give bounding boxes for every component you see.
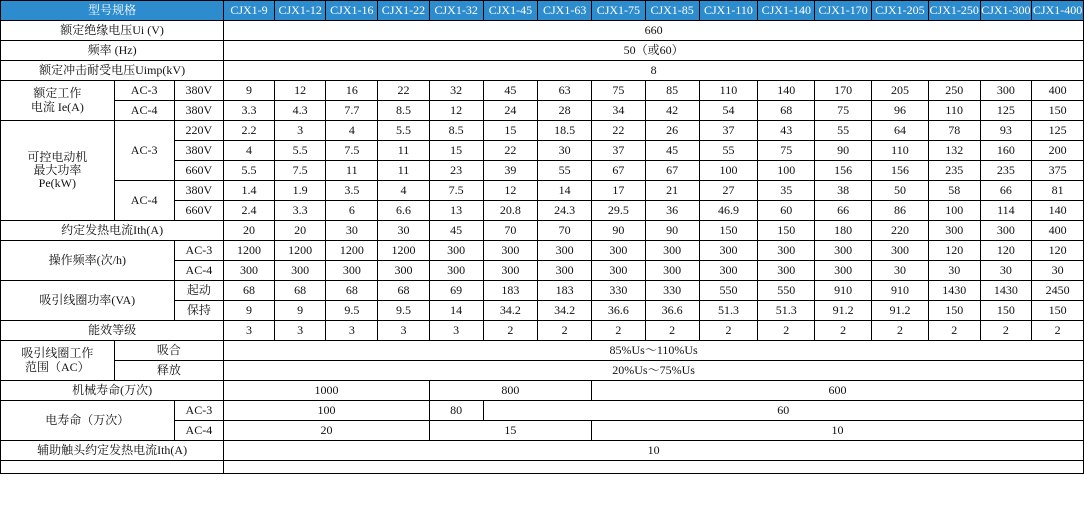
- cell-ops-ac4-11: 300: [815, 261, 872, 281]
- cell-ie-ac3-7: 75: [592, 81, 646, 101]
- row-ops-ac3: [1, 241, 1084, 261]
- cell-ops-ac3-10: 300: [758, 241, 815, 261]
- cell-eff-7: 2: [592, 321, 646, 341]
- cell-ie-ac3-13: 250: [928, 81, 980, 101]
- cell-ops-ac3-5: 300: [483, 241, 538, 261]
- header-model-15: CJX1-400: [1032, 1, 1084, 21]
- label-motor-power-line1: 可控电动机: [27, 149, 88, 164]
- cell-ops-ac3-13: 120: [928, 241, 980, 261]
- cell-pe-ac3-220-11: 55: [815, 121, 872, 141]
- cell-pe-ac3-220-1: 3: [274, 121, 326, 141]
- cell-eff-14: 2: [980, 321, 1032, 341]
- cell-pe-ac4-660-8: 36: [645, 201, 699, 221]
- label-elec-life-ac3-type: AC-3: [174, 401, 224, 421]
- cell-ops-ac4-13: 30: [928, 261, 980, 281]
- header-model-12: CJX1-205: [872, 1, 929, 21]
- cell-pe-ac3-380-10: 75: [758, 141, 815, 161]
- cell-coil-start-9: 550: [699, 281, 758, 301]
- label-coil-hold: 保持: [174, 301, 224, 321]
- cell-pe-ac3-660-11: 156: [815, 161, 872, 181]
- cell-ith-12: 220: [872, 221, 929, 241]
- label-ie-ac3-type: AC-3: [114, 81, 174, 101]
- cell-ops-ac3-0: 1200: [224, 241, 275, 261]
- cell-ops-ac3-15: 120: [1032, 241, 1084, 261]
- cell-pe-ac3-380-2: 7.5: [326, 141, 378, 161]
- cell-ie-ac3-4: 32: [429, 81, 483, 101]
- cell-ith-10: 150: [758, 221, 815, 241]
- cell-pe-ac3-380-4: 15: [429, 141, 483, 161]
- cell-ie-ac3-14: 300: [980, 81, 1032, 101]
- cell-coil-hold-3: 9.5: [378, 301, 430, 321]
- label-pe-ac3-220-volt: 220V: [174, 121, 224, 141]
- cell-pe-ac3-220-3: 5.5: [378, 121, 430, 141]
- row-aux-thermal-current: [1, 441, 1084, 461]
- cell-pe-ac3-380-6: 30: [538, 141, 592, 161]
- cell-pe-ac3-380-1: 5.5: [274, 141, 326, 161]
- header-model-9: CJX1-110: [699, 1, 758, 21]
- label-coil-range-line1: 吸引线圈工作: [21, 346, 94, 361]
- cell-ops-ac4-6: 300: [538, 261, 592, 281]
- label-efficiency: 能效等级: [1, 321, 224, 341]
- cell-ith-0: 20: [224, 221, 275, 241]
- cell-pe-ac4-380-9: 27: [699, 181, 758, 201]
- cell-eff-13: 2: [928, 321, 980, 341]
- label-pe-ac4-380-volt: 380V: [174, 181, 224, 201]
- cell-pe-ac4-380-6: 14: [538, 181, 592, 201]
- cell-ie-ac3-8: 85: [645, 81, 699, 101]
- cell-ie-ac3-3: 22: [378, 81, 430, 101]
- cell-ops-ac3-14: 120: [980, 241, 1032, 261]
- cell-pe-ac3-660-1: 7.5: [274, 161, 326, 181]
- value-coil-pullin: 85%Us～110%Us: [224, 341, 1084, 361]
- cell-pe-ac4-660-7: 29.5: [592, 201, 646, 221]
- cell-ith-9: 150: [699, 221, 758, 241]
- cell-ops-ac3-8: 300: [645, 241, 699, 261]
- header-model-spec: 型号规格: [1, 1, 224, 21]
- cell-pe-ac4-380-12: 50: [872, 181, 929, 201]
- cell-eff-9: 2: [699, 321, 758, 341]
- label-pe-ac3-380-volt: 380V: [174, 141, 224, 161]
- cell-pe-ac4-660-15: 140: [1032, 201, 1084, 221]
- cell-pe-ac4-660-13: 100: [928, 201, 980, 221]
- cell-coil-hold-5: 34.2: [483, 301, 538, 321]
- value-coil-release: 20%Us～75%Us: [224, 361, 1084, 381]
- cell-eff-5: 2: [483, 321, 538, 341]
- cell-ops-ac4-8: 300: [645, 261, 699, 281]
- cell-coil-start-8: 330: [645, 281, 699, 301]
- cell-pe-ac3-660-6: 55: [538, 161, 592, 181]
- label-pe-ac3-type: AC-3: [114, 121, 174, 181]
- cell-ops-ac4-14: 30: [980, 261, 1032, 281]
- cell-ops-ac3-4: 300: [429, 241, 483, 261]
- cell-mech-life-0: 1000: [224, 381, 430, 401]
- cell-pe-ac3-380-15: 200: [1032, 141, 1084, 161]
- cell-pe-ac4-380-3: 4: [378, 181, 430, 201]
- cell-pe-ac4-660-4: 13: [429, 201, 483, 221]
- cell-coil-start-3: 68: [378, 281, 430, 301]
- cell-pe-ac3-380-0: 4: [224, 141, 275, 161]
- cell-coil-hold-10: 51.3: [758, 301, 815, 321]
- cell-pe-ac3-380-13: 132: [928, 141, 980, 161]
- cell-pe-ac3-220-8: 26: [645, 121, 699, 141]
- cell-pe-ac3-380-12: 110: [872, 141, 929, 161]
- cell-ops-ac4-0: 300: [224, 261, 275, 281]
- cell-pe-ac4-660-2: 6: [326, 201, 378, 221]
- cell-coil-hold-13: 150: [928, 301, 980, 321]
- label-rated-current-line2: 电流 Ie(A): [30, 99, 84, 114]
- cell-coil-start-11: 910: [815, 281, 872, 301]
- cell-pe-ac3-660-4: 23: [429, 161, 483, 181]
- cell-ith-4: 45: [429, 221, 483, 241]
- cell-pe-ac4-380-13: 58: [928, 181, 980, 201]
- cell-coil-start-4: 69: [429, 281, 483, 301]
- label-ie-ac4-volt: 380V: [174, 101, 224, 121]
- cell-pe-ac3-380-5: 22: [483, 141, 538, 161]
- cell-eff-8: 2: [645, 321, 699, 341]
- cell-ie-ac4-5: 24: [483, 101, 538, 121]
- cell-coil-start-15: 2450: [1032, 281, 1084, 301]
- cell-ops-ac4-3: 300: [378, 261, 430, 281]
- cell-pe-ac3-660-14: 235: [980, 161, 1032, 181]
- value-uimp: 8: [224, 61, 1084, 81]
- cell-ops-ac3-12: 300: [872, 241, 929, 261]
- row-ie-ac3: [1, 81, 1084, 101]
- cell-pe-ac4-380-5: 12: [483, 181, 538, 201]
- cell-pe-ac4-660-3: 6.6: [378, 201, 430, 221]
- cell-pe-ac4-660-10: 60: [758, 201, 815, 221]
- cell-eff-10: 2: [758, 321, 815, 341]
- cell-coil-start-6: 183: [538, 281, 592, 301]
- cell-eff-2: 3: [326, 321, 378, 341]
- cell-pe-ac3-380-3: 11: [378, 141, 430, 161]
- cell-pe-ac3-660-13: 235: [928, 161, 980, 181]
- row-thermal-current: [1, 221, 1084, 241]
- cell-eff-6: 2: [538, 321, 592, 341]
- cell-pe-ac4-660-9: 46.9: [699, 201, 758, 221]
- cell-pe-ac4-660-11: 66: [815, 201, 872, 221]
- cell-ie-ac4-9: 54: [699, 101, 758, 121]
- cell-pe-ac4-660-1: 3.3: [274, 201, 326, 221]
- cell-ie-ac4-6: 28: [538, 101, 592, 121]
- cell-ie-ac3-12: 205: [872, 81, 929, 101]
- cell-pe-ac3-660-0: 5.5: [224, 161, 275, 181]
- cell-pe-ac3-660-2: 11: [326, 161, 378, 181]
- cell-coil-hold-11: 91.2: [815, 301, 872, 321]
- cell-mech-life-1: 800: [429, 381, 591, 401]
- cell-ie-ac3-15: 400: [1032, 81, 1084, 101]
- cell-pe-ac4-380-10: 35: [758, 181, 815, 201]
- cell-pe-ac4-380-0: 1.4: [224, 181, 275, 201]
- cell-coil-hold-14: 150: [980, 301, 1032, 321]
- cell-elec-life-ac3-1: 80: [429, 401, 483, 421]
- cell-pe-ac4-380-14: 66: [980, 181, 1032, 201]
- cell-ie-ac4-14: 125: [980, 101, 1032, 121]
- header-model-10: CJX1-140: [758, 1, 815, 21]
- cell-ops-ac4-5: 300: [483, 261, 538, 281]
- cell-pe-ac3-660-8: 67: [645, 161, 699, 181]
- label-coil-start: 起动: [174, 281, 224, 301]
- cell-eff-11: 2: [815, 321, 872, 341]
- label-motor-power-line2: 最大功率: [33, 162, 82, 177]
- cell-ops-ac4-9: 300: [699, 261, 758, 281]
- cell-coil-start-5: 183: [483, 281, 538, 301]
- header-model-3: CJX1-22: [378, 1, 430, 21]
- cell-pe-ac3-220-4: 8.5: [429, 121, 483, 141]
- row-coil-power-start: [1, 281, 1084, 301]
- cell-pe-ac3-660-9: 100: [699, 161, 758, 181]
- cell-ops-ac4-2: 300: [326, 261, 378, 281]
- cell-elec-life-ac4-0: 20: [224, 421, 430, 441]
- cell-pe-ac3-220-10: 43: [758, 121, 815, 141]
- cell-coil-hold-6: 34.2: [538, 301, 592, 321]
- label-pe-ac4-type: AC-4: [114, 181, 174, 221]
- row-efficiency-grade: [1, 321, 1084, 341]
- row-rated-insulation-voltage: [1, 21, 1084, 41]
- label-ops-ac3-type: AC-3: [174, 241, 224, 261]
- label-elec-life-ac4-type: AC-4: [174, 421, 224, 441]
- label-rated-current: [1, 81, 115, 121]
- cell-pe-ac3-220-2: 4: [326, 121, 378, 141]
- cell-ops-ac4-15: 30: [1032, 261, 1084, 281]
- label-ie-ac4-type: AC-4: [114, 101, 174, 121]
- value-aux-ith: 10: [224, 441, 1084, 461]
- label-coil-power: 吸引线圈功率(VA): [1, 281, 175, 321]
- row-pe-ac3-220: [1, 121, 1084, 141]
- label-motor-power: [1, 121, 115, 221]
- cell-ie-ac3-1: 12: [274, 81, 326, 101]
- cell-pe-ac4-660-0: 2.4: [224, 201, 275, 221]
- cell-coil-hold-1: 9: [274, 301, 326, 321]
- header-model-1: CJX1-12: [274, 1, 326, 21]
- cell-pe-ac3-380-7: 37: [592, 141, 646, 161]
- header-model-4: CJX1-32: [429, 1, 483, 21]
- label-pe-ac4-660-volt: 660V: [174, 201, 224, 221]
- row-coil-range-pullin: [1, 341, 1084, 361]
- cell-pe-ac4-660-14: 114: [980, 201, 1032, 221]
- cell-coil-hold-0: 9: [224, 301, 275, 321]
- cell-pe-ac3-660-5: 39: [483, 161, 538, 181]
- cell-elec-life-ac4-2: 10: [592, 421, 1084, 441]
- cell-elec-life-ac3-2: 60: [483, 401, 1083, 421]
- cell-ie-ac3-6: 63: [538, 81, 592, 101]
- cell-ie-ac4-12: 96: [872, 101, 929, 121]
- cell-pe-ac4-380-1: 1.9: [274, 181, 326, 201]
- value-ui: 660: [224, 21, 1084, 41]
- cell-mech-life-2: 600: [592, 381, 1084, 401]
- cell-pe-ac4-380-11: 38: [815, 181, 872, 201]
- header-model-14: CJX1-300: [980, 1, 1032, 21]
- cell-pe-ac3-660-10: 100: [758, 161, 815, 181]
- cell-ops-ac4-7: 300: [592, 261, 646, 281]
- cell-pe-ac3-220-12: 64: [872, 121, 929, 141]
- row-impulse-voltage: [1, 61, 1084, 81]
- cell-ie-ac4-13: 110: [928, 101, 980, 121]
- row-electrical-life-ac3: [1, 401, 1084, 421]
- label-ith: 约定发热电流Ith(A): [1, 221, 224, 241]
- cell-eff-0: 3: [224, 321, 275, 341]
- cell-pe-ac3-220-13: 78: [928, 121, 980, 141]
- cell-ops-ac4-10: 300: [758, 261, 815, 281]
- cell-ops-ac4-1: 300: [274, 261, 326, 281]
- cell-ith-2: 30: [326, 221, 378, 241]
- cell-ops-ac3-3: 1200: [378, 241, 430, 261]
- cell-ith-3: 30: [378, 221, 430, 241]
- cell-ith-13: 300: [928, 221, 980, 241]
- cell-coil-hold-9: 51.3: [699, 301, 758, 321]
- cell-ops-ac3-1: 1200: [274, 241, 326, 261]
- cell-coil-start-7: 330: [592, 281, 646, 301]
- cell-eff-15: 2: [1032, 321, 1084, 341]
- cell-pe-ac3-220-7: 22: [592, 121, 646, 141]
- header-model-6: CJX1-63: [538, 1, 592, 21]
- label-operating-frequency: 操作频率(次/h): [1, 241, 175, 281]
- cell-coil-start-0: 68: [224, 281, 275, 301]
- label-frequency: 频率 (Hz): [1, 41, 224, 61]
- cell-pe-ac3-660-3: 11: [378, 161, 430, 181]
- trailing-label-cell: [1, 461, 224, 474]
- label-ops-ac4-type: AC-4: [174, 261, 224, 281]
- cell-pe-ac3-220-0: 2.2: [224, 121, 275, 141]
- cell-ie-ac4-8: 42: [645, 101, 699, 121]
- cell-pe-ac3-220-6: 18.5: [538, 121, 592, 141]
- cell-ith-15: 400: [1032, 221, 1084, 241]
- cell-ie-ac3-11: 170: [815, 81, 872, 101]
- label-coil-pullin: 吸合: [114, 341, 224, 361]
- cell-pe-ac3-220-14: 93: [980, 121, 1032, 141]
- cell-ops-ac4-12: 30: [872, 261, 929, 281]
- row-coil-range-release: [1, 361, 1084, 381]
- cell-ie-ac4-2: 7.7: [326, 101, 378, 121]
- cell-pe-ac4-660-5: 20.8: [483, 201, 538, 221]
- cell-ith-7: 90: [592, 221, 646, 241]
- cell-ith-14: 300: [980, 221, 1032, 241]
- cell-ops-ac3-11: 300: [815, 241, 872, 261]
- cell-ie-ac4-7: 34: [592, 101, 646, 121]
- cell-ith-8: 90: [645, 221, 699, 241]
- cell-pe-ac3-220-15: 125: [1032, 121, 1084, 141]
- cell-coil-start-13: 1430: [928, 281, 980, 301]
- label-pe-ac3-660-volt: 660V: [174, 161, 224, 181]
- header-model-5: CJX1-45: [483, 1, 538, 21]
- cell-pe-ac3-220-9: 37: [699, 121, 758, 141]
- label-ui: 额定绝缘电压Ui (V): [1, 21, 224, 41]
- label-motor-power-line3: Pe(kW): [38, 176, 76, 191]
- cell-pe-ac4-380-8: 21: [645, 181, 699, 201]
- cell-pe-ac3-660-12: 156: [872, 161, 929, 181]
- header-model-8: CJX1-85: [645, 1, 699, 21]
- cell-eff-12: 2: [872, 321, 929, 341]
- cell-eff-3: 3: [378, 321, 430, 341]
- cell-coil-hold-8: 36.6: [645, 301, 699, 321]
- label-coil-range-line2: 范围（AC）: [24, 359, 90, 374]
- label-aux-ith: 辅助触头约定发热电流Ith(A): [1, 441, 224, 461]
- cell-elec-life-ac4-1: 15: [429, 421, 591, 441]
- label-elec-life: 电寿命（万次）: [1, 401, 175, 441]
- cell-eff-4: 3: [429, 321, 483, 341]
- cell-pe-ac3-220-5: 15: [483, 121, 538, 141]
- cell-ops-ac3-6: 300: [538, 241, 592, 261]
- cell-ie-ac3-2: 16: [326, 81, 378, 101]
- header-model-11: CJX1-170: [815, 1, 872, 21]
- cell-coil-start-14: 1430: [980, 281, 1032, 301]
- cell-pe-ac3-380-11: 90: [815, 141, 872, 161]
- label-coil-release: 释放: [114, 361, 224, 381]
- label-coil-range: [1, 341, 115, 381]
- cell-coil-start-12: 910: [872, 281, 929, 301]
- label-rated-current-line1: 额定工作: [33, 86, 82, 101]
- row-pe-ac4-380: [1, 181, 1084, 201]
- cell-pe-ac4-380-4: 7.5: [429, 181, 483, 201]
- cell-ie-ac3-9: 110: [699, 81, 758, 101]
- header-model-0: CJX1-9: [224, 1, 275, 21]
- cell-ie-ac4-15: 150: [1032, 101, 1084, 121]
- cell-coil-hold-4: 14: [429, 301, 483, 321]
- row-mechanical-life: [1, 381, 1084, 401]
- cell-ie-ac4-1: 4.3: [274, 101, 326, 121]
- cell-pe-ac3-380-9: 55: [699, 141, 758, 161]
- cell-ie-ac3-0: 9: [224, 81, 275, 101]
- cell-elec-life-ac3-0: 100: [224, 401, 430, 421]
- header-model-7: CJX1-75: [592, 1, 646, 21]
- cell-pe-ac4-380-7: 17: [592, 181, 646, 201]
- cell-ie-ac4-4: 12: [429, 101, 483, 121]
- trailing-value-cell: [224, 461, 1084, 474]
- cell-pe-ac4-380-15: 81: [1032, 181, 1084, 201]
- cell-coil-hold-12: 91.2: [872, 301, 929, 321]
- cell-pe-ac3-660-15: 375: [1032, 161, 1084, 181]
- value-frequency: 50（或60）: [224, 41, 1084, 61]
- cell-ops-ac3-2: 1200: [326, 241, 378, 261]
- cell-pe-ac4-660-12: 86: [872, 201, 929, 221]
- label-ie-ac3-volt: 380V: [174, 81, 224, 101]
- cell-eff-1: 3: [274, 321, 326, 341]
- cell-ith-5: 70: [483, 221, 538, 241]
- cell-ie-ac4-10: 68: [758, 101, 815, 121]
- cell-ops-ac3-7: 300: [592, 241, 646, 261]
- row-frequency: [1, 41, 1084, 61]
- cell-pe-ac4-660-6: 24.3: [538, 201, 592, 221]
- cell-ops-ac3-9: 300: [699, 241, 758, 261]
- header-model-13: CJX1-250: [928, 1, 980, 21]
- cell-coil-hold-2: 9.5: [326, 301, 378, 321]
- cell-ie-ac4-3: 8.5: [378, 101, 430, 121]
- cell-coil-start-10: 550: [758, 281, 815, 301]
- label-uimp: 额定冲击耐受电压Uimp(kV): [1, 61, 224, 81]
- cell-ops-ac4-4: 300: [429, 261, 483, 281]
- cell-ie-ac3-5: 45: [483, 81, 538, 101]
- cell-ie-ac3-10: 140: [758, 81, 815, 101]
- cell-coil-hold-7: 36.6: [592, 301, 646, 321]
- cell-pe-ac3-380-14: 160: [980, 141, 1032, 161]
- header-model-2: CJX1-16: [326, 1, 378, 21]
- cell-coil-start-1: 68: [274, 281, 326, 301]
- cell-coil-hold-15: 150: [1032, 301, 1084, 321]
- row-ie-ac4: [1, 101, 1084, 121]
- cell-pe-ac3-660-7: 67: [592, 161, 646, 181]
- table-header-row: [1, 1, 1084, 21]
- cell-pe-ac4-380-2: 3.5: [326, 181, 378, 201]
- cell-ith-1: 20: [274, 221, 326, 241]
- cell-ith-6: 70: [538, 221, 592, 241]
- cell-ie-ac4-11: 75: [815, 101, 872, 121]
- label-mech-life: 机械寿命(万次): [1, 381, 224, 401]
- cell-ie-ac4-0: 3.3: [224, 101, 275, 121]
- cell-coil-start-2: 68: [326, 281, 378, 301]
- cell-ith-11: 180: [815, 221, 872, 241]
- row-trailing: [1, 461, 1084, 474]
- cell-pe-ac3-380-8: 45: [645, 141, 699, 161]
